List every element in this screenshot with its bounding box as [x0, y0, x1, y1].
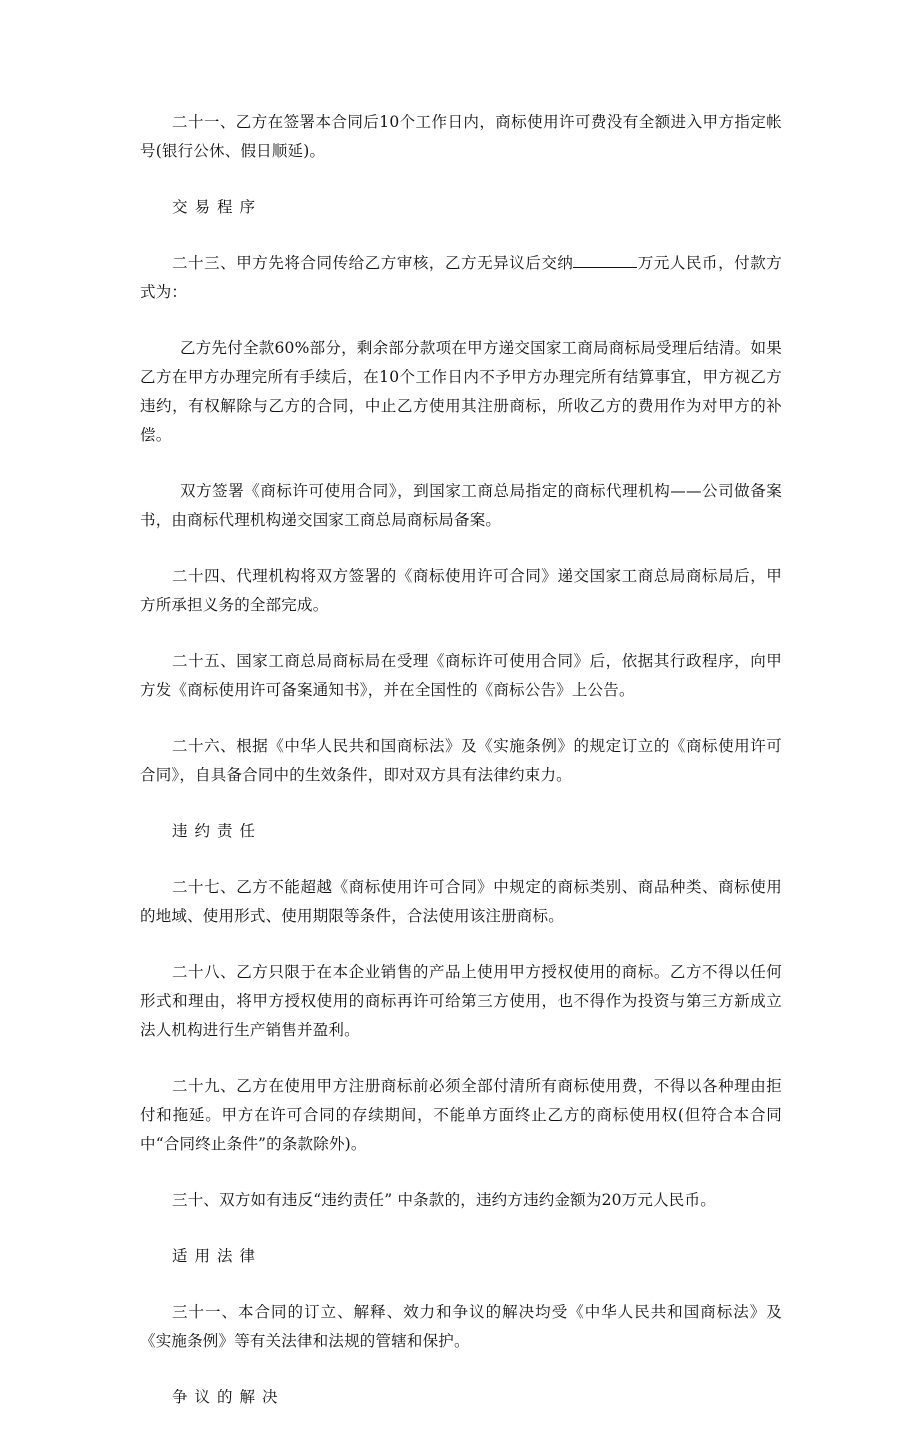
- clause-24: 二十四、代理机构将双方签署的《商标使用许可合同》递交国家工商总局商标局后，甲方所承担义务的全部完成。: [140, 567, 782, 614]
- contract-body: [140, 108, 782, 1439]
- clause-30: 三十、双方如有违反“违约责任” 中条款的，违约方违约金额为20万元人民币。: [172, 1191, 716, 1209]
- section-heading-law: 适用法律: [172, 1247, 263, 1265]
- clause-25: 二十五、国家工商总局商标局在受理《商标许可使用合同》后，依据其行政程序，向甲方发《商标使用许可备案通知书》，并在全国性的《商标公告》上公告。: [140, 652, 782, 699]
- clause-27: 二十七、乙方不能超越《商标使用许可合同》中规定的商标类别、商品种类、商标使用的地域、使用形式、使用期限等条件，合法使用该注册商标。: [140, 878, 782, 925]
- section-heading-transaction: 交易程序: [172, 198, 263, 216]
- clause-21: 二十一、乙方在签署本合同后10个工作日内，商标使用许可费没有全额进入甲方指定帐号(银行公休、假日顺延)。: [140, 113, 782, 160]
- amount-blank-line: [573, 249, 637, 268]
- payment-terms: 乙方先付全款60%部分，剩余部分款项在甲方递交国家工商局商标局受理后结清。如果乙方在甲方办理完所有手续后，在10个工作日内不予甲方办理完所有结算事宜，甲方视乙方违约，有权解除与乙方的合同，中止乙方使用其注册商标，所收乙方的费用作为对甲方的补偿。: [140, 339, 782, 444]
- clause-31: 三十一、本合同的订立、解释、效力和争议的解决均受《中华人民共和国商标法》及《实施条例》等有关法律和法规的管辖和保护。: [140, 1303, 782, 1350]
- clause-26: 二十六、根据《中华人民共和国商标法》及《实施条例》的规定订立的《商标使用许可合同》，自具备合同中的生效条件，即对双方具有法律约束力。: [140, 737, 782, 784]
- section-heading-liability: 违约责任: [172, 822, 263, 840]
- clause-29: 二十九、乙方在使用甲方注册商标前必须全部付清所有商标使用费，不得以各种理由拒付和拖延。甲方在许可合同的存续期间，不能单方面终止乙方的商标使用权(但符合本合同中“合同终止条件”的条款除外)。: [140, 1077, 782, 1153]
- section-heading-dispute: 争议的解决: [172, 1388, 285, 1406]
- clause-28: 二十八、乙方只限于在本企业销售的产品上使用甲方授权使用的商标。乙方不得以任何形式和理由，将甲方授权使用的商标再许可给第三方使用，也不得作为投资与第三方新成立法人机构进行生产销售并盈利。: [140, 963, 782, 1039]
- filing-terms: 双方签署《商标许可使用合同》，到国家工商总局指定的商标代理机构——公司做备案书，由商标代理机构递交国家工商总局商标局备案。: [140, 482, 782, 529]
- clause-23-text-start: 二十三、甲方先将合同传给乙方审核，乙方无异议后交纳: [172, 254, 574, 272]
- clause-23-text-end: 万元人民币，付款方式为：: [140, 254, 782, 301]
- clause-23: [140, 249, 782, 307]
